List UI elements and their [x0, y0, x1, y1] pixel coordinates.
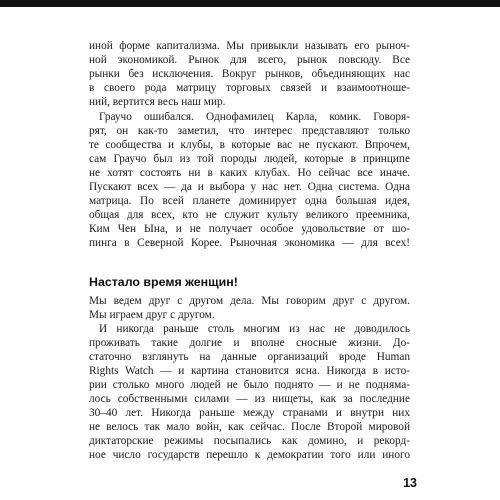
text-line: иной форме капитализма. Мы привыкли называть его рыноч- — [89, 40, 410, 52]
text-line: лось собственными силами — из нищеты, как за последние — [89, 393, 410, 405]
text-line: не хотят состоять ни в каких клубах. Но сейчас все иначе. — [89, 167, 410, 179]
text-line: Мы ведем друг с другом дела. Мы говорим друг с другом. — [89, 295, 410, 307]
text-line: матрица. По всей планете доминирует одна большая идея, — [89, 195, 410, 207]
text-line: Rights Watch — и картина становится ясна. Никогда в исто- — [89, 365, 410, 377]
text-line: общая для всех, кто не служит культу великого преемника, — [89, 209, 410, 221]
text-line: диктаторские режимы посыпались как домино, и рекорд- — [89, 435, 410, 447]
text-line: ний, вертится весь наш мир. — [89, 96, 226, 108]
text-line: рят, он как-то заметил, что интерес представляют только — [89, 125, 410, 137]
text-line: ное число государств перешло к демократии того или иного — [89, 449, 410, 461]
text-line: статочно взглянуть на данные организаций вроде Human — [89, 351, 410, 363]
text-line: Ким Чен Ына, и не получает особое удовольствие от шо- — [89, 223, 410, 235]
text-line: те сообщества и клубы, в которые вас не пускают. Впрочем, — [89, 139, 410, 151]
text-line: в своего рода матрицу торговых связей и взаимоотноше- — [89, 82, 410, 94]
text-line: рынки без исключения. Вокруг рынков, объединяющих нас — [89, 68, 410, 80]
text-line: 30–40 лет. Никогда раньше между странами и внутри них — [89, 407, 410, 419]
text-line: Граучо ошибался. Однофамилец Карла, комик. Говоря- — [99, 111, 410, 123]
section-heading: Настало время женщин! — [89, 275, 238, 289]
page-number: 13 — [403, 476, 417, 490]
text-line: рии столько много людей не было поднято — и не подняма- — [89, 379, 410, 391]
text-line: сам Граучо был из той породы людей, которые в принципе — [89, 153, 410, 165]
text-line: не велось так мало войн, как сейчас. После Второй мировой — [89, 421, 410, 433]
text-line: пинга в Северной Корее. Рыночная экономика — для всех! — [89, 237, 410, 249]
text-line: ной экономикой. Рынок для всего, рынок повсюду. Все — [89, 54, 410, 66]
text-line: Пускают всех — да и выбора у нас нет. Одна система. Одна — [89, 181, 410, 193]
text-line: проживать такие долгие и вполне сносные жизни. До- — [89, 337, 410, 349]
top-border-bar — [0, 0, 500, 7]
text-line: И никогда раньше столь многим из нас не доводилось — [99, 323, 410, 335]
text-line: Мы играем друг с другом. — [89, 309, 215, 321]
